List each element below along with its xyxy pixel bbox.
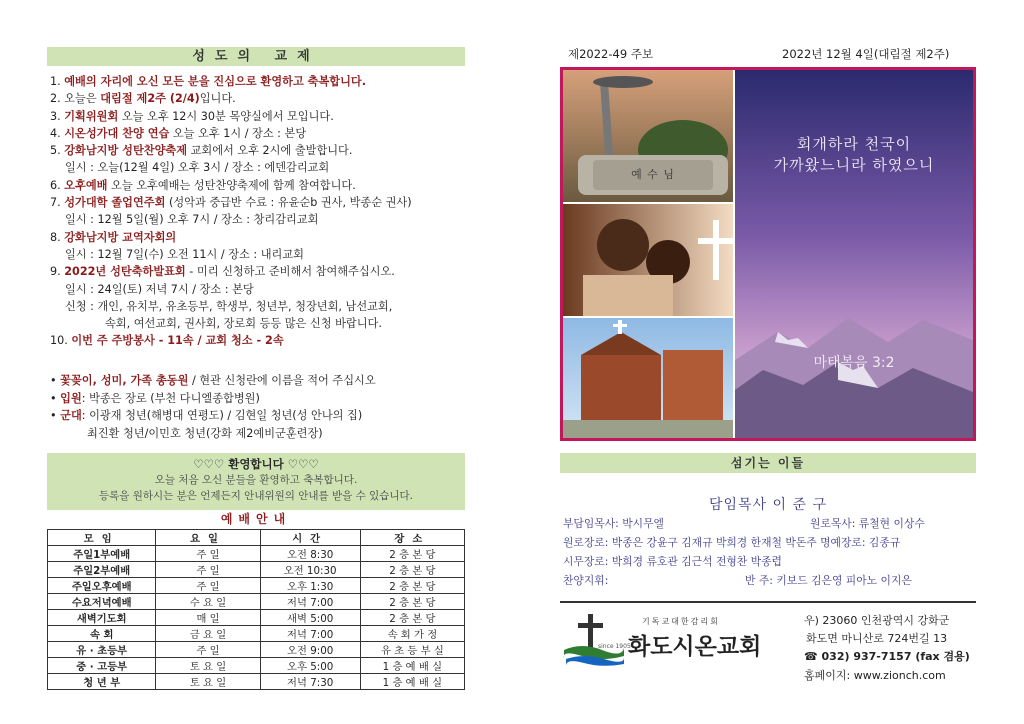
worship-cell: 2 층 본 당 <box>360 562 464 578</box>
news-item <box>50 246 470 263</box>
news-item <box>50 177 470 194</box>
worship-column-header: 모임 <box>48 530 156 546</box>
cover-verse: 회개하라 천국이 <box>796 135 912 153</box>
news-item-number: 10. <box>50 334 68 348</box>
notice-text: : 박종은 장로 (부천 다니엘종합병원) <box>81 391 260 405</box>
news-item <box>50 211 470 228</box>
address-line: 우) 23060 인천광역시 강화군 <box>804 614 950 627</box>
worship-cell: 수요저녁예배 <box>48 594 156 610</box>
worship-cell: 새벽 5:00 <box>260 610 360 626</box>
notice-text: / 현관 신청란에 이름을 적어 주십시오 <box>188 374 376 387</box>
emeritus-elders: 원로장로: 박종은 강윤구 김재규 박희경 한재철 박돈주 명예장로: 김종규 <box>563 536 901 549</box>
worship-cell: 주일2부예배 <box>48 562 156 578</box>
worship-column-header: 장소 <box>360 530 464 546</box>
news-item-highlight: 시온성가대 찬양 연습 <box>64 126 170 140</box>
news-item <box>50 281 470 298</box>
worship-cell: 오전 10:30 <box>260 562 360 578</box>
cover-reference: 마태복음 3:2 <box>813 355 895 371</box>
notice-bullet <box>50 425 470 443</box>
news-item-text: 속회, 여선교회, 권사회, 장로회 등등 많은 신청 바랍니다. <box>105 317 382 331</box>
news-item-text: 일시 : 12월 7일(수) 오전 11시 / 장소 : 내리교회 <box>65 247 304 261</box>
worship-cell: 2 층 본 당 <box>360 594 464 610</box>
news-item <box>50 315 470 332</box>
news-item-highlight: 대림절 제2주 (2/4) <box>100 92 200 106</box>
news-item-text: 일시 : 오늘(12월 4일) 오후 3시 / 장소 : 에덴감리교회 <box>65 161 330 175</box>
church-contact <box>804 612 970 685</box>
choir-director: 찬양지휘: <box>563 574 609 587</box>
news-item <box>50 298 470 315</box>
news-item-highlight: 오후예배 <box>64 178 108 192</box>
denomination: 기독교대한감리회 <box>642 617 720 626</box>
news-item <box>50 125 470 142</box>
notice-highlight: 꽃꽂이, 성미, 가족 총동원 <box>60 374 189 387</box>
worship-cell: 오전 9:00 <box>260 642 360 658</box>
worship-cell: 토 요 일 <box>156 674 260 690</box>
news-item-number: 8. <box>50 230 61 244</box>
worship-cell: 주 일 <box>156 578 260 594</box>
monument-text: 예 수 님 <box>631 168 675 181</box>
news-item-number: 4. <box>50 126 61 140</box>
news-item-highlight: 강화남지방 교역자회의 <box>64 230 177 244</box>
news-item-number: 9. <box>50 265 61 279</box>
news-item <box>50 90 470 107</box>
news-item-text: 오늘 오후 1시 / 장소 : 본당 <box>169 126 307 140</box>
worship-cell: 저녁 7:00 <box>260 626 360 642</box>
cover-verse: 가까왔느니라 하였으니 <box>773 156 935 174</box>
news-item-text: 일시 : 12월 5일(월) 오후 7시 / 장소 : 창리감리교회 <box>65 213 319 227</box>
footer-divider <box>560 601 976 603</box>
table-row <box>48 546 465 562</box>
news-item-number: 5. <box>50 144 61 158</box>
servers-heading: 섬기는 이들 <box>560 453 976 473</box>
news-item-number: 3. <box>50 109 61 123</box>
worship-cell: 2 층 본 당 <box>360 546 464 562</box>
notice-bullets <box>50 372 470 442</box>
worship-cell: 2 층 본 당 <box>360 610 464 626</box>
worship-cell: 저녁 7:00 <box>260 594 360 610</box>
news-item <box>50 73 470 90</box>
news-item-text: 오늘 오후예배는 성탄찬양축제에 함께 참여합니다. <box>107 178 356 192</box>
worship-cell: 중 · 고등부 <box>48 658 156 674</box>
cross-logo-icon <box>562 612 624 666</box>
church-name: 화도시온교회 <box>628 634 762 660</box>
worship-cell: 오후 5:00 <box>260 658 360 674</box>
table-row <box>48 674 465 690</box>
worship-column-header: 요일 <box>156 530 260 546</box>
news-item-highlight: 성가대학 졸업연주회 <box>64 196 166 210</box>
news-item-number: 2. <box>50 92 61 106</box>
worship-cell: 유 초 등 부 실 <box>360 642 464 658</box>
worship-cell: 청 년 부 <box>48 674 156 690</box>
phone-number: ☎ 032) 937-7157 (fax 겸용) <box>804 650 970 664</box>
worship-cell: 오후 1:30 <box>260 578 360 594</box>
worship-cell: 금 요 일 <box>156 626 260 642</box>
address-line: 화도면 마니산로 724번길 13 <box>806 632 948 646</box>
notice-bullet: • 꽃꽂이, 성미, 가족 총동원 / 현관 신청란에 이름을 적어 주십시오 <box>50 374 376 387</box>
worship-cell: 속 회 <box>48 626 156 642</box>
worship-cell: 오전 8:30 <box>260 546 360 562</box>
worship-cell: 수 요 일 <box>156 594 260 610</box>
worship-cell: 저녁 7:30 <box>260 674 360 690</box>
news-item-text: 입니다. <box>199 92 236 106</box>
worship-cell: 1 층 예 배 실 <box>360 674 464 690</box>
news-item-text: 오늘 오후 12시 30분 목양실에서 모입니다. <box>118 109 334 123</box>
worship-cell: 유 · 초등부 <box>48 642 156 658</box>
worship-cell: 새벽기도회 <box>48 610 156 626</box>
news-list <box>50 73 470 350</box>
table-row <box>48 562 465 578</box>
worship-column-header: 시간 <box>260 530 360 546</box>
worship-cell: 속 회 가 정 <box>360 626 464 642</box>
senior-pastor: 원로목사: 류철현 이상수 <box>810 517 925 530</box>
news-item <box>50 142 470 159</box>
table-row <box>48 578 465 594</box>
welcome-line: 등록을 원하시는 분은 언제든지 안내위원의 안내를 받을 수 있습니다. <box>98 490 414 502</box>
table-row <box>48 626 465 642</box>
since-text: since 1905 <box>598 643 631 650</box>
news-item-text: 일시 : 24일(토) 저녁 7시 / 장소 : 본당 <box>65 282 254 296</box>
news-item-highlight: 이번 주 주방봉사 - 11속 / 교회 청소 - 2속 <box>71 334 284 348</box>
worship-cell: 주일오후예배 <box>48 578 156 594</box>
news-item-text: - 미리 신청하고 준비해서 참여해주십시오. <box>185 265 395 279</box>
pastor-name: 담임목사 이 준 구 <box>708 497 828 513</box>
table-row <box>48 642 465 658</box>
news-item-number: 7. <box>50 196 61 210</box>
news-item-text: (성악과 중급반 수료 : 유윤순b 권사, 박종순 권사) <box>165 196 412 210</box>
active-elders: 시무장로: 박희경 류호관 김근석 전형찬 박종렵 <box>563 555 782 568</box>
news-item-highlight: 예배의 자리에 오신 모든 분을 진심으로 환영하고 축복합니다. <box>64 75 366 88</box>
notice-highlight: 입원 <box>60 391 82 405</box>
news-item <box>50 108 470 125</box>
church-logo <box>562 610 772 680</box>
news-item-highlight: 2022년 성탄축하발표회 <box>64 265 186 279</box>
news-item-text: 신청 : 개인, 유치부, 유초등부, 학생부, 청년부, 청장년회, 남선교회, <box>65 299 393 313</box>
worship-cell: 2 층 본 당 <box>360 578 464 594</box>
notice-bullet: • 입원: 박종은 장로 (부천 다니엘종합병원) <box>50 391 260 405</box>
welcome-box <box>47 453 465 510</box>
table-row <box>48 610 465 626</box>
worship-cell: 주 일 <box>156 546 260 562</box>
worship-cell: 토 요 일 <box>156 658 260 674</box>
news-item-highlight: 강화남지방 성탄찬양축제 <box>64 144 188 158</box>
table-row <box>48 594 465 610</box>
worship-cell: 매 일 <box>156 610 260 626</box>
notice-highlight: 군대 <box>60 409 82 422</box>
news-item <box>50 332 470 349</box>
bulletin-date: 2022년 12월 4일(대림절 제2주) <box>782 47 950 61</box>
news-item-text: 오늘은 <box>64 92 101 106</box>
news-item <box>50 194 470 211</box>
welcome-line: 오늘 처음 오신 분들을 환영하고 축복합니다. <box>154 474 358 486</box>
news-item <box>50 159 470 176</box>
news-item-number: 1. <box>50 75 61 88</box>
issue-number: 제2022-49 주보 <box>568 47 654 61</box>
worship-table <box>47 529 465 690</box>
associate-pastor: 부담임목사: 박시무엘 <box>563 517 664 530</box>
worship-cell: 1 층 예 배 실 <box>360 658 464 674</box>
notice-text: : 이광재 청년(해병대 연평도) / 김현일 청년(성 안나의 집) <box>81 409 363 422</box>
homepage-link[interactable]: 홈페이지: www.zionch.com <box>804 668 946 682</box>
cover-image <box>560 67 976 441</box>
news-item <box>50 229 470 246</box>
welcome-title: ♡♡♡ 환영합니다 ♡♡♡ <box>193 457 319 471</box>
table-row <box>48 658 465 674</box>
news-item-text: 교회에서 오후 2시에 출발합니다. <box>187 144 353 158</box>
news-item-highlight: 기획위원회 <box>64 109 119 123</box>
news-heading: 성도의 교제 <box>47 47 465 66</box>
worship-cell: 주 일 <box>156 642 260 658</box>
worship-cell: 주 일 <box>156 562 260 578</box>
worship-title: 예배안내 <box>220 512 292 526</box>
worship-cell: 주일1부예배 <box>48 546 156 562</box>
notice-text: 최진환 청년/이민호 청년(강화 제2예비군훈련장) <box>87 426 323 440</box>
news-item <box>50 263 470 280</box>
news-item-number: 6. <box>50 178 61 192</box>
notice-bullet: • 군대: 이광재 청년(해병대 연평도) / 김현일 청년(성 안나의 집) <box>50 409 363 422</box>
accompanists: 반 주: 키보드 김은영 피아노 이지은 <box>745 574 912 587</box>
